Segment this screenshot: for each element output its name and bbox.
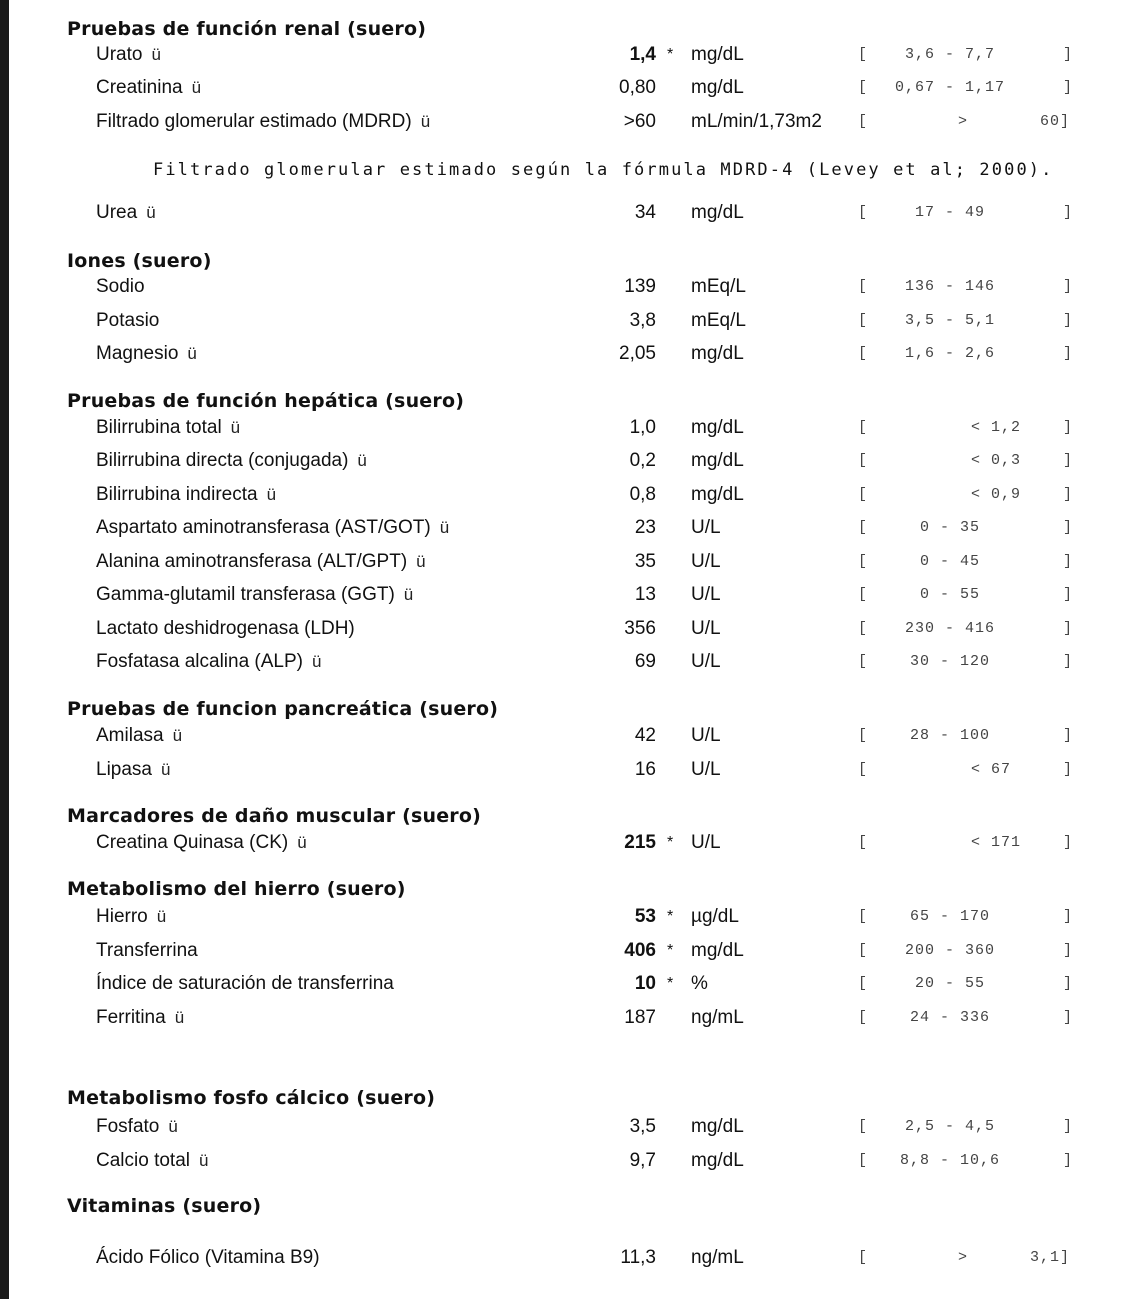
reference-range: < 0,3 — [970, 452, 1021, 469]
test-unit: mL/min/1,73m2 — [691, 111, 822, 132]
range-open-bracket: [ — [858, 46, 868, 63]
range-open-bracket: [ — [858, 1009, 868, 1026]
check-mark-icon: ü — [199, 1151, 209, 1170]
test-unit: U/L — [691, 618, 721, 639]
test-name: Transferrina — [96, 940, 198, 961]
test-unit: U/L — [691, 725, 721, 746]
range-close-bracket: ] — [1063, 1009, 1073, 1026]
result-row-creatinina — [0, 76, 1125, 100]
test-unit: µg/dL — [691, 906, 739, 927]
result-row-potasio — [0, 309, 1125, 333]
reference-range: < 0,9 — [970, 486, 1021, 503]
test-unit: mEq/L — [691, 310, 746, 331]
test-name: Gamma-glutamil transferasa (GGT) ü — [96, 584, 414, 605]
check-mark-icon: ü — [266, 485, 277, 504]
reference-range: 3,1] — [1029, 1249, 1070, 1266]
check-mark-icon: ü — [297, 833, 307, 852]
range-close-bracket: ] — [1063, 278, 1073, 295]
result-row-filtrado-glomerular — [0, 110, 1125, 134]
test-name: Urato ü — [96, 44, 161, 65]
out-of-range-flag: * — [667, 975, 674, 992]
range-close-bracket: ] — [1063, 908, 1073, 925]
test-unit: % — [691, 973, 708, 994]
test-name: Lactato deshidrogenasa (LDH) — [96, 618, 355, 639]
test-name: Urea ü — [96, 202, 156, 223]
result-row-saturacion-transferrina — [0, 972, 1125, 996]
range-open-bracket: [ — [858, 345, 868, 362]
test-value: 356 — [624, 618, 656, 639]
check-mark-icon: ü — [403, 585, 414, 604]
result-row-hierro — [0, 905, 1125, 929]
reference-range: 230 - 416 — [904, 620, 995, 637]
range-open-bracket: [ — [858, 975, 868, 992]
result-row-ldh — [0, 617, 1125, 641]
result-row-bilirrubina-total — [0, 416, 1125, 440]
range-greater-than: > — [958, 1249, 968, 1266]
test-unit: U/L — [691, 759, 721, 780]
check-mark-icon: ü — [187, 344, 197, 363]
section-title-hepatica: Pruebas de función hepática (suero) — [67, 390, 465, 412]
test-value: 13 — [634, 584, 656, 605]
test-unit: mg/dL — [691, 484, 744, 505]
test-unit: mg/dL — [691, 1150, 744, 1171]
test-name: Aspartato aminotransferasa (AST/GOT) ü — [96, 517, 450, 538]
result-row-urea — [0, 201, 1125, 225]
reference-range: 24 - 336 — [909, 1009, 990, 1026]
out-of-range-flag: * — [667, 834, 674, 851]
section-title-vitaminas: Vitaminas (suero) — [67, 1195, 262, 1217]
result-row-magnesio — [0, 342, 1125, 366]
test-value: 139 — [624, 276, 656, 297]
range-close-bracket: ] — [1063, 1152, 1073, 1169]
test-name: Bilirrubina indirecta ü — [96, 484, 277, 505]
test-value: 2,05 — [619, 343, 656, 364]
test-value: 35 — [634, 551, 656, 572]
range-close-bracket: ] — [1063, 620, 1073, 637]
reference-range: 28 - 100 — [909, 727, 990, 744]
check-mark-icon: ü — [161, 760, 171, 779]
result-row-bilirrubina-directa — [0, 449, 1125, 473]
range-open-bracket: [ — [858, 452, 868, 469]
test-unit: mg/dL — [691, 202, 744, 223]
range-open-bracket: [ — [858, 653, 868, 670]
test-name: Filtrado glomerular estimado (MDRD) ü — [96, 111, 431, 132]
range-open-bracket: [ — [858, 79, 868, 96]
range-open-bracket: [ — [858, 486, 868, 503]
range-close-bracket: ] — [1063, 1118, 1073, 1135]
out-of-range-flag: * — [667, 46, 674, 63]
range-close-bracket: ] — [1063, 452, 1073, 469]
range-close-bracket: ] — [1063, 345, 1073, 362]
range-close-bracket: ] — [1063, 942, 1073, 959]
result-row-fosfato — [0, 1115, 1125, 1139]
range-close-bracket: ] — [1063, 79, 1073, 96]
test-value: 0,2 — [629, 450, 656, 471]
range-open-bracket: [ — [858, 419, 868, 436]
test-name: Amilasa ü — [96, 725, 183, 746]
test-value: 215 — [624, 832, 656, 853]
result-row-amilasa — [0, 724, 1125, 748]
result-row-ggt — [0, 583, 1125, 607]
test-value: 1,0 — [629, 417, 656, 438]
reference-range: 60] — [1039, 113, 1070, 130]
out-of-range-flag: * — [667, 908, 674, 925]
result-row-alp — [0, 650, 1125, 674]
test-name: Lipasa ü — [96, 759, 171, 780]
reference-range: 2,5 - 4,5 — [904, 1118, 995, 1135]
range-close-bracket: ] — [1063, 727, 1073, 744]
reference-range: 3,5 - 5,1 — [904, 312, 995, 329]
reference-range: < 171 — [970, 834, 1021, 851]
range-open-bracket: [ — [858, 942, 868, 959]
range-close-bracket: ] — [1063, 46, 1073, 63]
test-name: Ferritina ü — [96, 1007, 185, 1028]
test-name: Alanina aminotransferasa (ALT/GPT) ü — [96, 551, 426, 572]
check-mark-icon: ü — [439, 518, 450, 537]
range-open-bracket: [ — [858, 834, 868, 851]
result-row-lipasa — [0, 758, 1125, 782]
result-row-urato — [0, 43, 1125, 67]
range-open-bracket: [ — [858, 1118, 868, 1135]
range-close-bracket: ] — [1063, 653, 1073, 670]
test-unit: mg/dL — [691, 450, 744, 471]
test-value: 187 — [624, 1007, 656, 1028]
range-close-bracket: ] — [1063, 761, 1073, 778]
result-row-sodio — [0, 275, 1125, 299]
test-name: Bilirrubina directa (conjugada) ü — [96, 450, 367, 471]
section-title-iones: Iones (suero) — [67, 250, 212, 272]
check-mark-icon: ü — [151, 45, 161, 64]
range-close-bracket: ] — [1063, 834, 1073, 851]
test-unit: ng/mL — [691, 1247, 744, 1268]
reference-range: 1,6 - 2,6 — [904, 345, 995, 362]
reference-range: 136 - 146 — [904, 278, 995, 295]
reference-range: 65 - 170 — [909, 908, 990, 925]
range-open-bracket: [ — [858, 204, 868, 221]
check-mark-icon: ü — [230, 418, 241, 437]
test-value: 0,80 — [619, 77, 656, 98]
reference-range: 0,67 - 1,17 — [894, 79, 1006, 96]
test-value: 11,3 — [620, 1247, 656, 1268]
range-open-bracket: [ — [858, 1249, 868, 1266]
test-value: 16 — [634, 759, 656, 780]
test-unit: U/L — [691, 584, 721, 605]
section-title-fosfocalcico: Metabolismo fosfo cálcico (suero) — [67, 1087, 436, 1109]
reference-range: 0 - 35 — [919, 519, 980, 536]
reference-range: 3,6 - 7,7 — [904, 46, 995, 63]
reference-range: 8,8 - 10,6 — [899, 1152, 1000, 1169]
check-mark-icon: ü — [156, 907, 167, 926]
test-name: Hierro ü — [96, 906, 167, 927]
test-value: 69 — [634, 651, 656, 672]
range-open-bracket: [ — [858, 519, 868, 536]
out-of-range-flag: * — [667, 942, 674, 959]
check-mark-icon: ü — [312, 652, 322, 671]
range-open-bracket: [ — [858, 586, 868, 603]
range-close-bracket: ] — [1063, 519, 1073, 536]
test-value: 23 — [634, 517, 656, 538]
test-name: Creatina Quinasa (CK) ü — [96, 832, 307, 853]
test-unit: mg/dL — [691, 77, 744, 98]
test-value: 1,4 — [629, 44, 656, 65]
range-open-bracket: [ — [858, 113, 868, 130]
test-unit: ng/mL — [691, 1007, 744, 1028]
range-close-bracket: ] — [1063, 312, 1073, 329]
result-row-calcio-total — [0, 1149, 1125, 1173]
result-row-acido-folico — [0, 1246, 1125, 1270]
section-title-muscular: Marcadores de daño muscular (suero) — [67, 805, 481, 827]
test-unit: mEq/L — [691, 276, 746, 297]
test-unit: U/L — [691, 551, 721, 572]
test-value: 53 — [634, 906, 656, 927]
range-close-bracket: ] — [1063, 975, 1073, 992]
test-name: Bilirrubina total ü — [96, 417, 241, 438]
test-value: 9,7 — [629, 1150, 656, 1171]
range-open-bracket: [ — [858, 727, 868, 744]
test-value: 3,8 — [629, 310, 656, 331]
test-name: Índice de saturación de transferrina — [96, 973, 394, 994]
section-title-pancreatica: Pruebas de funcion pancreática (suero) — [67, 698, 499, 720]
test-value: >60 — [623, 111, 656, 132]
test-name: Creatinina ü — [96, 77, 202, 98]
section-title-renal: Pruebas de función renal (suero) — [67, 18, 427, 40]
check-mark-icon: ü — [146, 203, 156, 222]
result-row-ferritina — [0, 1006, 1125, 1030]
range-open-bracket: [ — [858, 278, 868, 295]
reference-range: < 1,2 — [970, 419, 1021, 436]
mdrd-note: Filtrado glomerular estimado según la fórmula MDRD-4 (Levey et al; 2000). — [153, 160, 1054, 180]
check-mark-icon: ü — [168, 1117, 178, 1136]
range-close-bracket: ] — [1063, 419, 1073, 436]
test-unit: mg/dL — [691, 940, 744, 961]
test-value: 34 — [634, 202, 656, 223]
test-name: Calcio total ü — [96, 1150, 209, 1171]
check-mark-icon: ü — [416, 552, 426, 571]
test-value: 406 — [624, 940, 656, 961]
range-greater-than: > — [958, 113, 968, 130]
check-mark-icon: ü — [174, 1008, 185, 1027]
test-unit: U/L — [691, 832, 721, 853]
test-unit: mg/dL — [691, 44, 744, 65]
test-value: 10 — [634, 973, 656, 994]
reference-range: 200 - 360 — [904, 942, 995, 959]
test-value: 0,8 — [629, 484, 656, 505]
result-row-alt-gpt — [0, 550, 1125, 574]
result-row-bilirrubina-indirecta — [0, 483, 1125, 507]
section-title-hierro: Metabolismo del hierro (suero) — [67, 878, 406, 900]
result-row-ck — [0, 831, 1125, 855]
test-value: 42 — [634, 725, 656, 746]
test-name: Fosfatasa alcalina (ALP) ü — [96, 651, 322, 672]
test-name: Magnesio ü — [96, 343, 197, 364]
test-unit: U/L — [691, 517, 721, 538]
reference-range: 30 - 120 — [909, 653, 990, 670]
range-close-bracket: ] — [1063, 486, 1073, 503]
test-name: Sodio — [96, 276, 145, 297]
range-open-bracket: [ — [858, 908, 868, 925]
range-close-bracket: ] — [1063, 204, 1073, 221]
range-open-bracket: [ — [858, 553, 868, 570]
reference-range: < 67 — [970, 761, 1011, 778]
test-name: Potasio — [96, 310, 160, 331]
result-row-transferrina — [0, 939, 1125, 963]
result-row-ast-got — [0, 516, 1125, 540]
reference-range: 0 - 55 — [919, 586, 980, 603]
test-name: Fosfato ü — [96, 1116, 178, 1137]
range-open-bracket: [ — [858, 312, 868, 329]
reference-range: 20 - 55 — [914, 975, 985, 992]
range-open-bracket: [ — [858, 1152, 868, 1169]
test-name: Ácido Fólico (Vitamina B9) — [96, 1247, 320, 1268]
reference-range: 0 - 45 — [919, 553, 980, 570]
test-unit: mg/dL — [691, 1116, 744, 1137]
check-mark-icon: ü — [357, 451, 367, 470]
test-unit: mg/dL — [691, 417, 744, 438]
range-close-bracket: ] — [1063, 553, 1073, 570]
test-unit: U/L — [691, 651, 721, 672]
range-open-bracket: [ — [858, 761, 868, 778]
range-open-bracket: [ — [858, 620, 868, 637]
test-unit: mg/dL — [691, 343, 744, 364]
check-mark-icon: ü — [172, 726, 183, 745]
reference-range: 17 - 49 — [914, 204, 985, 221]
test-value: 3,5 — [629, 1116, 656, 1137]
check-mark-icon: ü — [420, 112, 431, 131]
range-close-bracket: ] — [1063, 586, 1073, 603]
check-mark-icon: ü — [191, 78, 202, 97]
